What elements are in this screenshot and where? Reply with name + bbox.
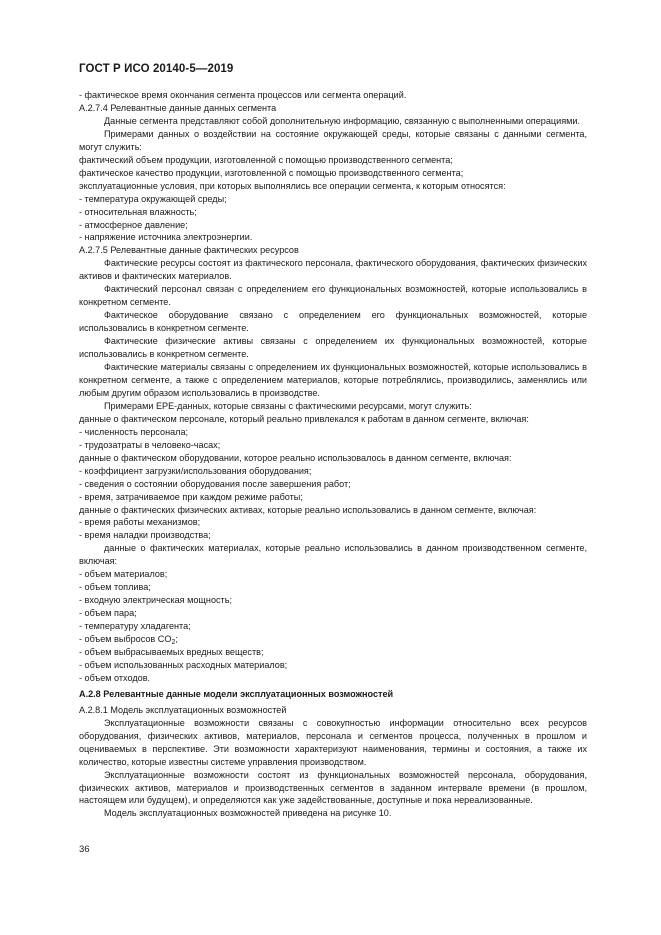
paragraph-text: Фактическое оборудование связано с определением его функциональных возможностей, которые использовались в конкретном сегменте.	[79, 310, 587, 334]
paragraph	[79, 542, 587, 568]
paragraph	[79, 807, 587, 820]
paragraph	[79, 465, 587, 478]
paragraph	[79, 231, 587, 244]
paragraph-text: данные о фактических физических активах, которые реально использовались в данном сегменте, включая:	[79, 504, 537, 515]
subscript: 2	[171, 639, 176, 647]
paragraph-text: - время наладки производства;	[79, 530, 211, 541]
paragraph	[79, 180, 587, 193]
paragraph	[79, 128, 587, 154]
paragraph	[79, 646, 587, 659]
paragraph-text: - объем отходов.	[79, 672, 151, 683]
paragraph-text: Эксплуатационные возможности состоят из функциональных возможностей персонала, оборудования, физических активов, материалов и производственных сегментов в заданном интервале времени (в прошлом, настоящем или будущем), и определяются как уже задействованные, доступные и пока нереализованные.	[79, 769, 587, 806]
paragraph-text: Фактические материалы связаны с определением их функциональных возможностей, которые использовались в конкретном сегменте, а также с определением материалов, которые потреблялись, производились, заменялись или любым другим образом использовались в производстве.	[79, 362, 587, 398]
paragraph-text: фактическое качество продукции, изготовленной с помощью производственного сегмента;	[79, 167, 464, 178]
paragraph-text: данные о фактическом оборудовании, которое реально использовалось в данном сегменте, включая:	[79, 452, 512, 463]
paragraph-text: А.2.7.4 Релевантные данные данных сегмента	[79, 102, 277, 113]
paragraph-text: Фактический персонал связан с определением его функциональных возможностей, которые использовались в конкретном сегменте.	[79, 284, 587, 308]
paragraph-text: Примерами EPE-данных, которые связаны с фактическими ресурсами, могут служить:	[104, 400, 472, 411]
paragraph-text: - объем использованных расходных материалов;	[79, 659, 288, 670]
paragraph	[79, 309, 587, 335]
paragraph-text: А.2.8.1 Модель эксплуатационных возможностей	[79, 704, 287, 715]
paragraph	[79, 478, 587, 491]
paragraph-text: - трудозатраты в человеко-часах;	[79, 439, 221, 450]
paragraph-text: - объем выбросов CO	[79, 634, 172, 645]
paragraph	[79, 452, 587, 465]
paragraph-text: данные о фактических материалах, которые реально использовались в данном производственном сегменте, включая:	[79, 543, 587, 567]
page-number: 36	[79, 844, 90, 855]
paragraph	[79, 504, 587, 517]
document-header: ГОСТ Р ИСО 20140-5—2019	[79, 63, 234, 75]
paragraph	[79, 102, 587, 115]
paragraph-text: эксплуатационные условия, при которых выполнялись все операции сегмента, к которым относятся:	[79, 180, 506, 191]
paragraph	[79, 115, 587, 128]
paragraph-text: Примерами данных о воздействии на состояние окружающей среды, которые связаны с данными сегмента, могут служить:	[79, 128, 587, 152]
paragraph-text: - атмосферное давление;	[79, 219, 188, 230]
paragraph	[79, 659, 587, 672]
paragraph	[79, 361, 587, 400]
paragraph	[79, 620, 587, 633]
paragraph-text: - фактическое время окончания сегмента процессов или сегмента операций.	[79, 90, 407, 100]
paragraph	[79, 257, 587, 283]
paragraph-text: - коэффициент загрузки/использования оборудования;	[79, 465, 312, 476]
paragraph-text: - время, затрачиваемое при каждом режиме работы;	[79, 491, 303, 502]
paragraph	[79, 335, 587, 361]
paragraph	[79, 581, 587, 594]
paragraph-text: фактический объем продукции, изготовленной с помощью производственного сегмента;	[79, 154, 453, 165]
paragraph-text: Фактические ресурсы состоят из фактического персонала, фактического оборудования, фактических физических активов и фактических материалов.	[79, 258, 587, 282]
paragraph	[79, 413, 587, 426]
paragraph	[79, 89, 587, 102]
paragraph	[79, 672, 587, 685]
section-heading	[79, 688, 587, 701]
paragraph-text: А.2.7.5 Релевантные данные фактических ресурсов	[79, 245, 299, 256]
paragraph	[79, 193, 587, 206]
paragraph-text: Данные сегмента представляют собой дополнительную информацию, связанную с выполненными операциями.	[104, 115, 580, 126]
paragraph-text: - относительная влажность;	[79, 206, 197, 217]
paragraph	[79, 244, 587, 257]
paragraph-text: - сведения о состоянии оборудования после завершения работ;	[79, 478, 351, 489]
paragraph	[79, 283, 587, 309]
paragraph	[79, 516, 587, 529]
document-body	[79, 89, 587, 820]
paragraph	[79, 219, 587, 232]
paragraph	[79, 529, 587, 542]
paragraph-text: Эксплуатационные возможности связаны с совокупностью информации относительно всех ресурсов оборудования, физических активов, материалов, персонала и сегментов процесса, полученных в прошлом и оцениваемых в перспективе. Эти возможности характеризуют наименования, термины и состояния, а также их количество, которые известны системе управления производством.	[79, 717, 587, 767]
paragraph	[79, 568, 587, 581]
paragraph	[79, 633, 587, 646]
paragraph-text: Модель эксплуатационных возможностей приведена на рисунке 10.	[104, 808, 392, 819]
paragraph	[79, 167, 587, 180]
paragraph	[79, 704, 587, 717]
paragraph-text: - объем выбрасываемых вредных веществ;	[79, 646, 264, 657]
paragraph	[79, 769, 587, 808]
paragraph	[79, 607, 587, 620]
paragraph	[79, 439, 587, 452]
paragraph	[79, 717, 587, 769]
paragraph	[79, 400, 587, 413]
paragraph-text: - напряжение источника электроэнергии.	[79, 232, 253, 243]
paragraph-text: Фактические физические активы связаны с определением их функциональных возможностей, которые использовались в конкретном сегменте.	[79, 336, 587, 360]
paragraph-text: - входную электрическая мощность;	[79, 595, 232, 606]
paragraph	[79, 154, 587, 167]
paragraph	[79, 491, 587, 504]
paragraph-text: - температуру хладагента;	[79, 621, 191, 632]
paragraph-text: - объем пара;	[79, 608, 137, 619]
paragraph-text: А.2.8 Релевантные данные модели эксплуатационных возможностей	[79, 688, 394, 699]
paragraph-text: - численность персонала;	[79, 426, 189, 437]
paragraph-tail: ;	[175, 634, 178, 645]
paragraph-text: - время работы механизмов;	[79, 517, 201, 528]
paragraph-text: - объем материалов;	[79, 569, 168, 580]
paragraph	[79, 594, 587, 607]
paragraph	[79, 426, 587, 439]
paragraph	[79, 206, 587, 219]
paragraph-text: данные о фактическом персонале, который реально привлекался к работам в данном сегменте, включая:	[79, 413, 529, 424]
paragraph-text: - объем топлива;	[79, 582, 151, 593]
paragraph-text: - температура окружающей среды;	[79, 193, 227, 204]
